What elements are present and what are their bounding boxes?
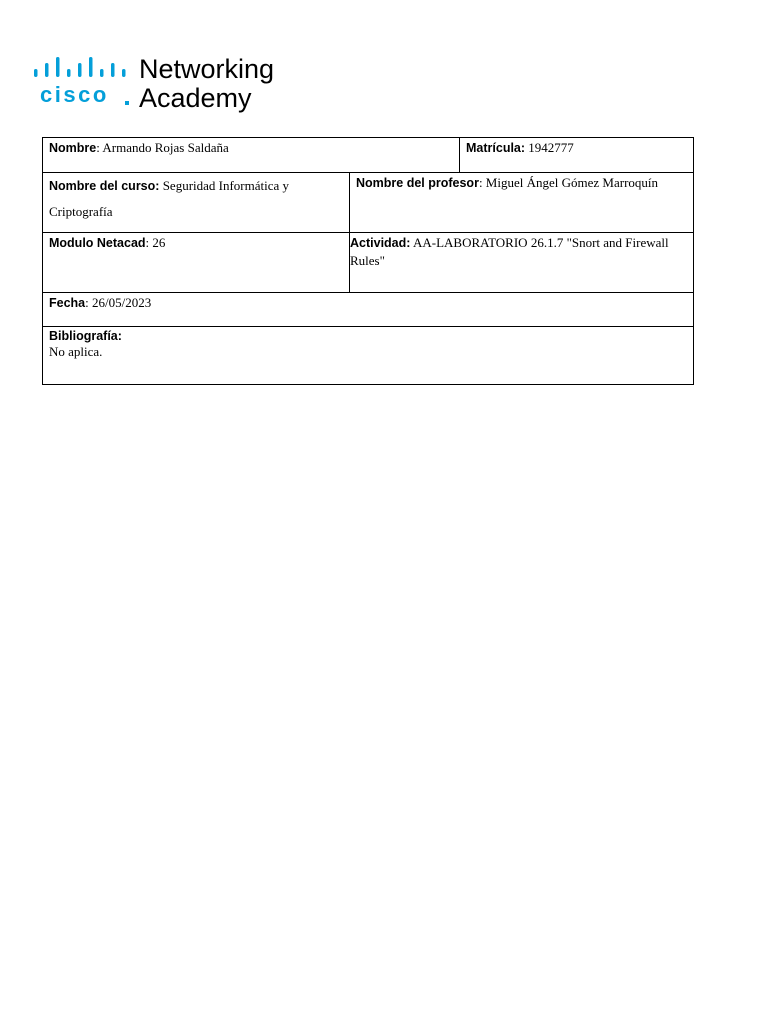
actividad-label: Actividad: [350, 236, 411, 250]
nombre-label: Nombre [49, 141, 97, 155]
logo-title-academy: Academy [139, 83, 252, 113]
fecha-cell [43, 293, 693, 326]
curso-value-line2: Criptografía [49, 204, 113, 219]
fecha-value: : 26/05/2023 [85, 295, 152, 310]
student-info-table [42, 137, 694, 385]
matricula-label: Matrícula: [466, 141, 526, 155]
bibliografia-value: No aplica. [49, 344, 103, 359]
nombre-cell [43, 138, 459, 172]
fecha-label: Fecha [49, 296, 86, 310]
profesor-label: Nombre del profesor [356, 176, 479, 190]
matricula-cell [460, 138, 693, 172]
cisco-bars-icon [34, 57, 129, 81]
cisco-dot [125, 101, 129, 105]
bibliografia-label: Bibliografía: [49, 329, 122, 343]
logo-title-networking: Networking [139, 54, 275, 84]
curso-cell [43, 173, 349, 232]
modulo-cell [43, 233, 349, 292]
nombre-value: : Armando Rojas Saldaña [96, 140, 229, 155]
profesor-value: : Miguel Ángel Gómez Marroquín [478, 175, 659, 190]
curso-value-line1: Seguridad Informática y [159, 178, 290, 193]
bibliografia-cell [43, 327, 693, 384]
profesor-cell [350, 173, 693, 232]
cisco-wordmark: cisco [40, 82, 109, 107]
curso-label: Nombre del curso: [49, 179, 160, 193]
matricula-value: 1942777 [525, 140, 574, 155]
cisco-networking-academy-logo [34, 55, 284, 115]
modulo-value: : 26 [145, 235, 166, 250]
actividad-value: AA-LABORATORIO 26.1.7 "Snort and Firewall Rules" [350, 235, 669, 268]
actividad-cell [350, 233, 693, 292]
modulo-label: Modulo Netacad [49, 236, 146, 250]
